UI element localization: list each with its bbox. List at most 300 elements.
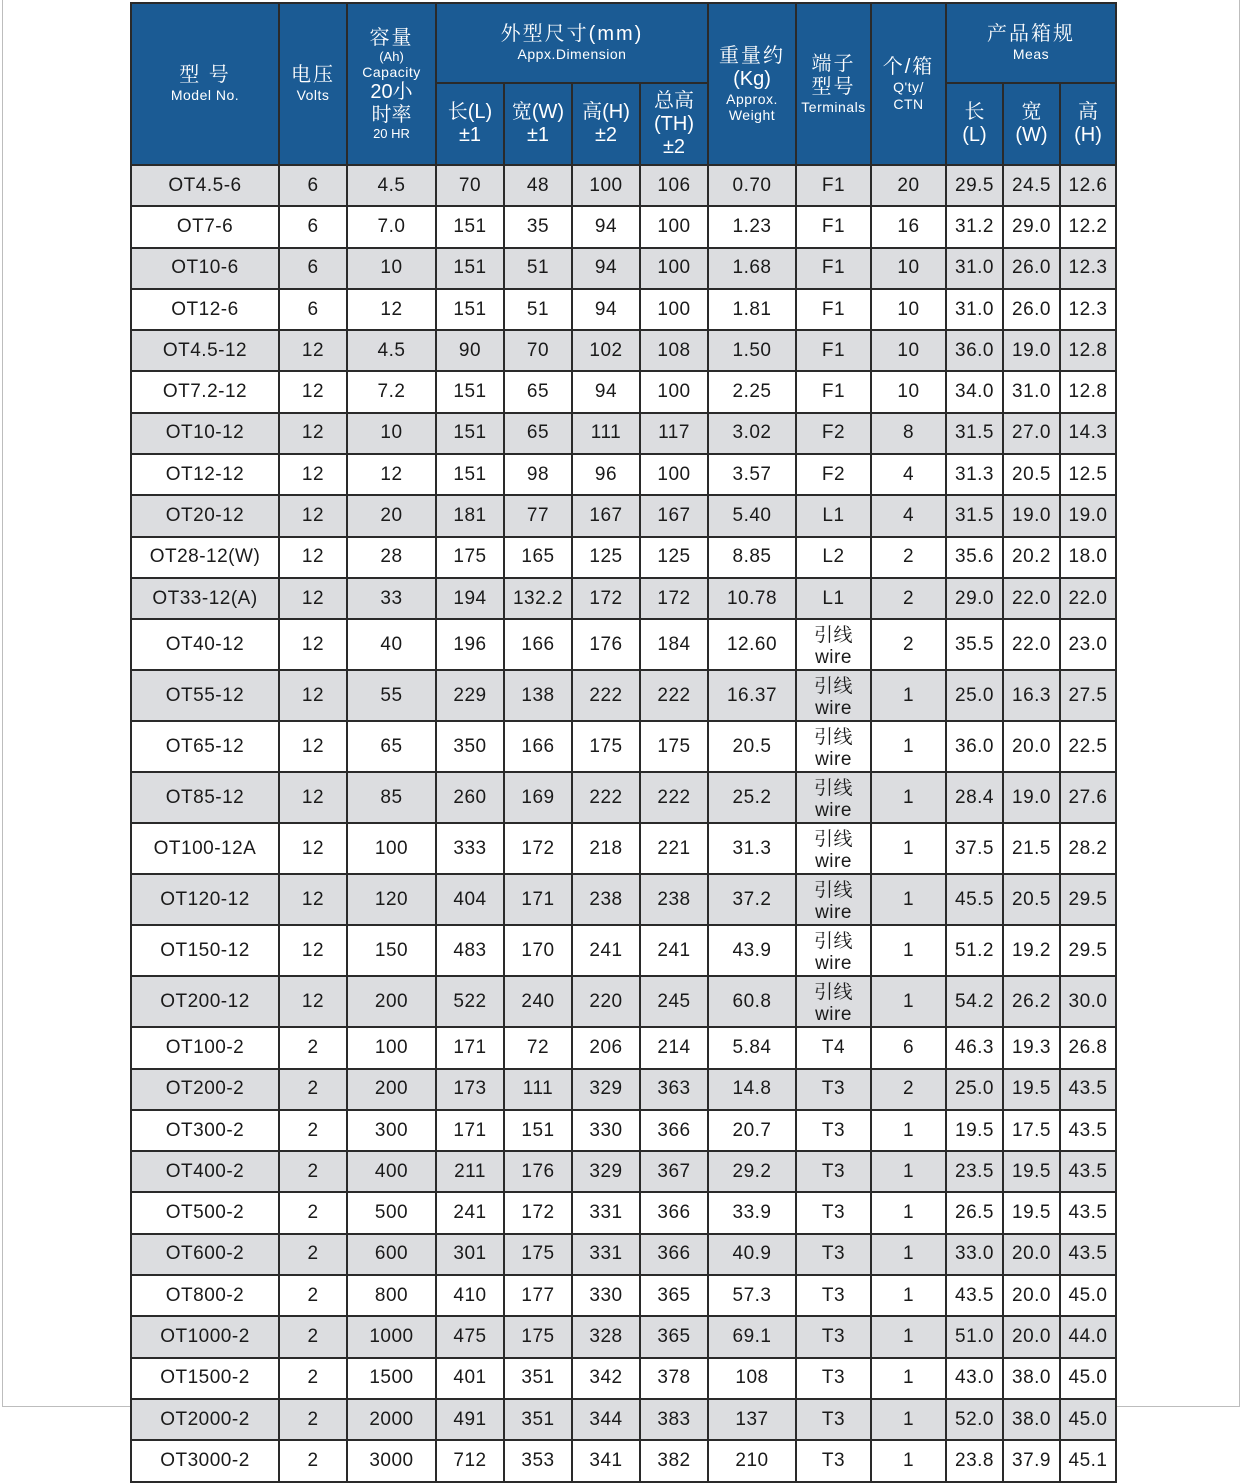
cell-qty: 1 <box>871 1399 946 1440</box>
cell-width: 351 <box>504 1358 572 1399</box>
cell-terminal: F2 <box>796 454 871 495</box>
header-voltage-en: Volts <box>296 87 330 104</box>
cell-terminal: F1 <box>796 206 871 247</box>
cell-qty: 1 <box>871 823 946 874</box>
cell-height: 222 <box>572 772 640 823</box>
cell-capacity: 65 <box>347 721 436 772</box>
table-row <box>131 248 1116 289</box>
cell-carton-width: 29.0 <box>1003 206 1060 247</box>
cell-qty: 2 <box>871 1069 946 1110</box>
cell-voltage: 2 <box>279 1192 347 1233</box>
cell-carton-height: 22.0 <box>1060 578 1116 619</box>
header-voltage <box>279 3 347 165</box>
cell-carton-length: 33.0 <box>946 1234 1003 1275</box>
header-carton-height <box>1060 83 1116 165</box>
cell-qty: 10 <box>871 289 946 330</box>
cell-weight: 5.84 <box>708 1027 796 1068</box>
cell-width: 51 <box>504 248 572 289</box>
cell-voltage: 2 <box>279 1234 347 1275</box>
cell-model: OT4.5-12 <box>131 330 279 371</box>
cell-carton-length: 54.2 <box>946 976 1003 1027</box>
cell-carton-width: 26.0 <box>1003 248 1060 289</box>
cell-weight: 12.60 <box>708 619 796 670</box>
cell-length: 475 <box>436 1316 504 1357</box>
header-weight-zh: 重量约 <box>719 44 785 67</box>
cell-capacity: 12 <box>347 454 436 495</box>
cell-total-height: 100 <box>640 371 708 412</box>
header-qty-en: Q'ty/ <box>893 79 924 96</box>
cell-total-height: 222 <box>640 670 708 721</box>
header-carton-height-zh: 高 <box>1078 101 1098 123</box>
cell-carton-width: 20.0 <box>1003 721 1060 772</box>
cell-capacity: 100 <box>347 1027 436 1068</box>
cell-width: 165 <box>504 537 572 578</box>
cell-width: 35 <box>504 206 572 247</box>
cell-total-height: 100 <box>640 289 708 330</box>
cell-voltage: 2 <box>279 1027 347 1068</box>
cell-carton-length: 25.0 <box>946 670 1003 721</box>
cell-total-height: 365 <box>640 1275 708 1316</box>
cell-capacity: 400 <box>347 1151 436 1192</box>
cell-width: 172 <box>504 823 572 874</box>
header-height-tol: ±2 <box>594 124 618 146</box>
cell-voltage: 12 <box>279 721 347 772</box>
header-capacity-en: Capacity <box>362 64 421 81</box>
table-row <box>131 1151 1116 1192</box>
cell-voltage: 6 <box>279 289 347 330</box>
cell-voltage: 12 <box>279 874 347 925</box>
cell-height: 175 <box>572 721 640 772</box>
header-total-height-label-2: (TH) <box>654 112 694 135</box>
cell-height: 342 <box>572 1358 640 1399</box>
table-row <box>131 578 1116 619</box>
cell-model: OT10-12 <box>131 413 279 454</box>
cell-capacity: 1500 <box>347 1358 436 1399</box>
table-row <box>131 1027 1116 1068</box>
header-length <box>436 83 504 165</box>
cell-width: 175 <box>504 1316 572 1357</box>
cell-carton-height: 30.0 <box>1060 976 1116 1027</box>
cell-carton-width: 26.2 <box>1003 976 1060 1027</box>
header-carton-width-zh: 宽 <box>1021 101 1042 123</box>
cell-carton-height: 19.0 <box>1060 495 1116 536</box>
table-row <box>131 925 1116 976</box>
cell-carton-width: 20.5 <box>1003 874 1060 925</box>
cell-capacity: 7.0 <box>347 206 436 247</box>
cell-carton-length: 28.4 <box>946 772 1003 823</box>
cell-voltage: 12 <box>279 495 347 536</box>
cell-weight: 1.50 <box>708 330 796 371</box>
cell-height: 94 <box>572 289 640 330</box>
cell-capacity: 800 <box>347 1275 436 1316</box>
cell-weight: 137 <box>708 1399 796 1440</box>
cell-carton-width: 20.0 <box>1003 1316 1060 1357</box>
header-width-tol: ±1 <box>526 124 550 146</box>
cell-weight: 31.3 <box>708 823 796 874</box>
cell-weight: 20.7 <box>708 1110 796 1151</box>
cell-voltage: 12 <box>279 670 347 721</box>
cell-capacity: 300 <box>347 1110 436 1151</box>
cell-capacity: 100 <box>347 823 436 874</box>
cell-voltage: 2 <box>279 1069 347 1110</box>
cell-total-height: 238 <box>640 874 708 925</box>
cell-carton-height: 12.6 <box>1060 165 1116 206</box>
header-carton <box>946 3 1116 83</box>
cell-voltage: 2 <box>279 1440 347 1481</box>
header-height-label: 高(H) <box>582 101 630 123</box>
cell-qty: 16 <box>871 206 946 247</box>
header-model-zh: 型 号 <box>179 64 231 87</box>
cell-height: 220 <box>572 976 640 1027</box>
cell-weight: 1.68 <box>708 248 796 289</box>
cell-carton-length: 29.5 <box>946 165 1003 206</box>
header-capacity <box>347 3 436 165</box>
cell-carton-length: 25.0 <box>946 1069 1003 1110</box>
cell-model: OT4.5-6 <box>131 165 279 206</box>
cell-carton-height: 22.5 <box>1060 721 1116 772</box>
cell-capacity: 600 <box>347 1234 436 1275</box>
cell-height: 94 <box>572 248 640 289</box>
cell-width: 48 <box>504 165 572 206</box>
cell-voltage: 12 <box>279 772 347 823</box>
cell-weight: 10.78 <box>708 578 796 619</box>
cell-carton-length: 51.2 <box>946 925 1003 976</box>
header-width <box>504 83 572 165</box>
cell-capacity: 4.5 <box>347 165 436 206</box>
cell-width: 72 <box>504 1027 572 1068</box>
cell-total-height: 175 <box>640 721 708 772</box>
cell-weight: 1.81 <box>708 289 796 330</box>
cell-carton-width: 24.5 <box>1003 165 1060 206</box>
cell-carton-length: 31.3 <box>946 454 1003 495</box>
table-row <box>131 772 1116 823</box>
table-row <box>131 1234 1116 1275</box>
table-row <box>131 1110 1116 1151</box>
cell-capacity: 150 <box>347 925 436 976</box>
cell-capacity: 500 <box>347 1192 436 1233</box>
cell-qty: 8 <box>871 413 946 454</box>
cell-qty: 1 <box>871 874 946 925</box>
cell-height: 329 <box>572 1069 640 1110</box>
cell-carton-height: 28.2 <box>1060 823 1116 874</box>
cell-total-height: 241 <box>640 925 708 976</box>
cell-voltage: 2 <box>279 1110 347 1151</box>
header-capacity-unit: (Ah) <box>379 48 404 64</box>
cell-carton-height: 18.0 <box>1060 537 1116 578</box>
header-capacity-zh: 容量 <box>369 26 414 49</box>
table-row <box>131 823 1116 874</box>
cell-terminal: F2 <box>796 413 871 454</box>
cell-model: OT12-6 <box>131 289 279 330</box>
cell-total-height: 108 <box>640 330 708 371</box>
cell-carton-width: 22.0 <box>1003 619 1060 670</box>
cell-voltage: 6 <box>279 165 347 206</box>
header-voltage-zh: 电压 <box>291 64 335 87</box>
cell-height: 330 <box>572 1275 640 1316</box>
cell-width: 176 <box>504 1151 572 1192</box>
cell-carton-height: 14.3 <box>1060 413 1116 454</box>
cell-length: 171 <box>436 1027 504 1068</box>
cell-model: OT150-12 <box>131 925 279 976</box>
cell-qty: 1 <box>871 721 946 772</box>
cell-height: 94 <box>572 206 640 247</box>
table-row <box>131 1069 1116 1110</box>
cell-width: 138 <box>504 670 572 721</box>
cell-carton-height: 45.0 <box>1060 1275 1116 1316</box>
cell-height: 330 <box>572 1110 640 1151</box>
cell-carton-length: 23.5 <box>946 1151 1003 1192</box>
cell-model: OT12-12 <box>131 454 279 495</box>
cell-carton-height: 43.5 <box>1060 1151 1116 1192</box>
cell-height: 218 <box>572 823 640 874</box>
cell-total-height: 245 <box>640 976 708 1027</box>
cell-width: 166 <box>504 619 572 670</box>
cell-capacity: 20 <box>347 495 436 536</box>
cell-carton-height: 12.5 <box>1060 454 1116 495</box>
cell-total-height: 100 <box>640 248 708 289</box>
cell-qty: 1 <box>871 1358 946 1399</box>
cell-length: 333 <box>436 823 504 874</box>
cell-length: 171 <box>436 1110 504 1151</box>
cell-model: OT7-6 <box>131 206 279 247</box>
cell-qty: 1 <box>871 1440 946 1481</box>
cell-length: 196 <box>436 619 504 670</box>
table-row <box>131 454 1116 495</box>
cell-voltage: 12 <box>279 823 347 874</box>
header-model-en: Model No. <box>170 87 240 104</box>
cell-voltage: 12 <box>279 537 347 578</box>
header-length-tol: ±1 <box>458 124 482 146</box>
cell-carton-width: 19.0 <box>1003 330 1060 371</box>
cell-model: OT33-12(A) <box>131 578 279 619</box>
cell-terminal: 引线wire <box>796 976 871 1027</box>
cell-carton-width: 19.2 <box>1003 925 1060 976</box>
cell-carton-width: 37.9 <box>1003 1440 1060 1481</box>
table-row <box>131 206 1116 247</box>
cell-carton-width: 20.5 <box>1003 454 1060 495</box>
cell-carton-length: 31.5 <box>946 495 1003 536</box>
cell-total-height: 100 <box>640 454 708 495</box>
cell-height: 94 <box>572 371 640 412</box>
cell-total-height: 125 <box>640 537 708 578</box>
cell-qty: 1 <box>871 1234 946 1275</box>
cell-weight: 57.3 <box>708 1275 796 1316</box>
table-row <box>131 721 1116 772</box>
cell-model: OT300-2 <box>131 1110 279 1151</box>
cell-weight: 60.8 <box>708 976 796 1027</box>
cell-qty: 1 <box>871 1110 946 1151</box>
cell-carton-length: 31.0 <box>946 289 1003 330</box>
cell-total-height: 382 <box>640 1440 708 1481</box>
cell-carton-length: 45.5 <box>946 874 1003 925</box>
cell-total-height: 184 <box>640 619 708 670</box>
cell-width: 111 <box>504 1069 572 1110</box>
spec-table-body <box>131 165 1116 1482</box>
header-terminals-zh-2: 型号 <box>811 75 856 98</box>
cell-capacity: 85 <box>347 772 436 823</box>
cell-width: 177 <box>504 1275 572 1316</box>
cell-width: 169 <box>504 772 572 823</box>
cell-terminal: 引线wire <box>796 721 871 772</box>
header-dimension-zh: 外型尺寸(mm) <box>500 23 644 46</box>
cell-length: 301 <box>436 1234 504 1275</box>
cell-carton-height: 44.0 <box>1060 1316 1116 1357</box>
cell-carton-width: 22.0 <box>1003 578 1060 619</box>
cell-model: OT2000-2 <box>131 1399 279 1440</box>
cell-qty: 1 <box>871 925 946 976</box>
cell-width: 353 <box>504 1440 572 1481</box>
table-row <box>131 1440 1116 1481</box>
header-carton-en: Meas <box>1012 46 1050 63</box>
table-row <box>131 874 1116 925</box>
header-terminals-zh: 端子 <box>811 52 856 75</box>
cell-carton-length: 51.0 <box>946 1316 1003 1357</box>
cell-qty: 2 <box>871 619 946 670</box>
cell-length: 90 <box>436 330 504 371</box>
cell-voltage: 2 <box>279 1316 347 1357</box>
cell-model: OT200-12 <box>131 976 279 1027</box>
cell-carton-length: 26.5 <box>946 1192 1003 1233</box>
cell-carton-length: 35.6 <box>946 537 1003 578</box>
cell-carton-height: 27.5 <box>1060 670 1116 721</box>
cell-total-height: 366 <box>640 1192 708 1233</box>
header-weight-unit: (Kg) <box>733 67 771 90</box>
cell-voltage: 12 <box>279 371 347 412</box>
cell-model: OT800-2 <box>131 1275 279 1316</box>
cell-capacity: 3000 <box>347 1440 436 1481</box>
cell-capacity: 40 <box>347 619 436 670</box>
header-dimension-en: Appx.Dimension <box>517 46 627 63</box>
cell-width: 172 <box>504 1192 572 1233</box>
cell-voltage: 12 <box>279 925 347 976</box>
cell-capacity: 33 <box>347 578 436 619</box>
table-row <box>131 413 1116 454</box>
header-terminals <box>796 3 871 165</box>
header-length-label: 长(L) <box>447 101 493 123</box>
cell-total-height: 221 <box>640 823 708 874</box>
cell-terminal: T4 <box>796 1027 871 1068</box>
cell-qty: 4 <box>871 495 946 536</box>
cell-capacity: 4.5 <box>347 330 436 371</box>
cell-model: OT100-2 <box>131 1027 279 1068</box>
cell-length: 483 <box>436 925 504 976</box>
table-row <box>131 1192 1116 1233</box>
cell-capacity: 55 <box>347 670 436 721</box>
cell-carton-length: 31.5 <box>946 413 1003 454</box>
cell-width: 70 <box>504 330 572 371</box>
cell-carton-height: 12.2 <box>1060 206 1116 247</box>
cell-carton-height: 45.0 <box>1060 1399 1116 1440</box>
cell-weight: 40.9 <box>708 1234 796 1275</box>
cell-carton-width: 19.5 <box>1003 1069 1060 1110</box>
cell-carton-width: 19.5 <box>1003 1151 1060 1192</box>
header-carton-width-en: (W) <box>1015 124 1048 146</box>
cell-model: OT3000-2 <box>131 1440 279 1481</box>
cell-length: 712 <box>436 1440 504 1481</box>
cell-voltage: 6 <box>279 206 347 247</box>
table-row <box>131 1358 1116 1399</box>
cell-terminal: T3 <box>796 1358 871 1399</box>
cell-carton-length: 34.0 <box>946 371 1003 412</box>
cell-total-height: 222 <box>640 772 708 823</box>
header-total-height-tol: ±2 <box>662 135 686 158</box>
cell-weight: 16.37 <box>708 670 796 721</box>
cell-terminal: 引线wire <box>796 772 871 823</box>
table-row <box>131 1275 1116 1316</box>
cell-capacity: 200 <box>347 976 436 1027</box>
table-row <box>131 330 1116 371</box>
cell-terminal: T3 <box>796 1192 871 1233</box>
cell-qty: 10 <box>871 248 946 289</box>
header-carton-length <box>946 83 1003 165</box>
cell-terminal: T3 <box>796 1275 871 1316</box>
header-total-height <box>640 83 708 165</box>
cell-model: OT28-12(W) <box>131 537 279 578</box>
header-carton-width <box>1003 83 1060 165</box>
cell-model: OT10-6 <box>131 248 279 289</box>
cell-carton-width: 31.0 <box>1003 371 1060 412</box>
cell-weight: 3.57 <box>708 454 796 495</box>
cell-model: OT500-2 <box>131 1192 279 1233</box>
cell-carton-width: 19.0 <box>1003 495 1060 536</box>
cell-total-height: 117 <box>640 413 708 454</box>
cell-height: 111 <box>572 413 640 454</box>
cell-model: OT65-12 <box>131 721 279 772</box>
cell-width: 171 <box>504 874 572 925</box>
cell-length: 241 <box>436 1192 504 1233</box>
cell-voltage: 2 <box>279 1358 347 1399</box>
cell-weight: 20.5 <box>708 721 796 772</box>
cell-terminal: 引线wire <box>796 670 871 721</box>
cell-width: 166 <box>504 721 572 772</box>
cell-qty: 20 <box>871 165 946 206</box>
cell-carton-length: 36.0 <box>946 721 1003 772</box>
cell-terminal: T3 <box>796 1440 871 1481</box>
cell-carton-height: 26.8 <box>1060 1027 1116 1068</box>
header-weight-en-2: Weight <box>728 107 776 123</box>
cell-qty: 4 <box>871 454 946 495</box>
cell-weight: 8.85 <box>708 537 796 578</box>
cell-weight: 43.9 <box>708 925 796 976</box>
cell-weight: 210 <box>708 1440 796 1481</box>
cell-model: OT100-12A <box>131 823 279 874</box>
header-capacity-rate: 20小 <box>370 80 413 103</box>
cell-capacity: 2000 <box>347 1399 436 1440</box>
cell-qty: 2 <box>871 578 946 619</box>
cell-model: OT85-12 <box>131 772 279 823</box>
cell-length: 175 <box>436 537 504 578</box>
cell-carton-height: 43.5 <box>1060 1069 1116 1110</box>
cell-carton-height: 43.5 <box>1060 1192 1116 1233</box>
cell-qty: 10 <box>871 330 946 371</box>
cell-width: 65 <box>504 413 572 454</box>
cell-total-height: 363 <box>640 1069 708 1110</box>
cell-voltage: 12 <box>279 976 347 1027</box>
cell-model: OT40-12 <box>131 619 279 670</box>
cell-weight: 25.2 <box>708 772 796 823</box>
cell-height: 206 <box>572 1027 640 1068</box>
cell-total-height: 172 <box>640 578 708 619</box>
cell-weight: 108 <box>708 1358 796 1399</box>
cell-qty: 6 <box>871 1027 946 1068</box>
cell-model: OT600-2 <box>131 1234 279 1275</box>
cell-width: 98 <box>504 454 572 495</box>
table-row <box>131 619 1116 670</box>
cell-qty: 1 <box>871 1275 946 1316</box>
header-qty <box>871 3 946 165</box>
cell-carton-width: 20.0 <box>1003 1275 1060 1316</box>
cell-length: 151 <box>436 206 504 247</box>
